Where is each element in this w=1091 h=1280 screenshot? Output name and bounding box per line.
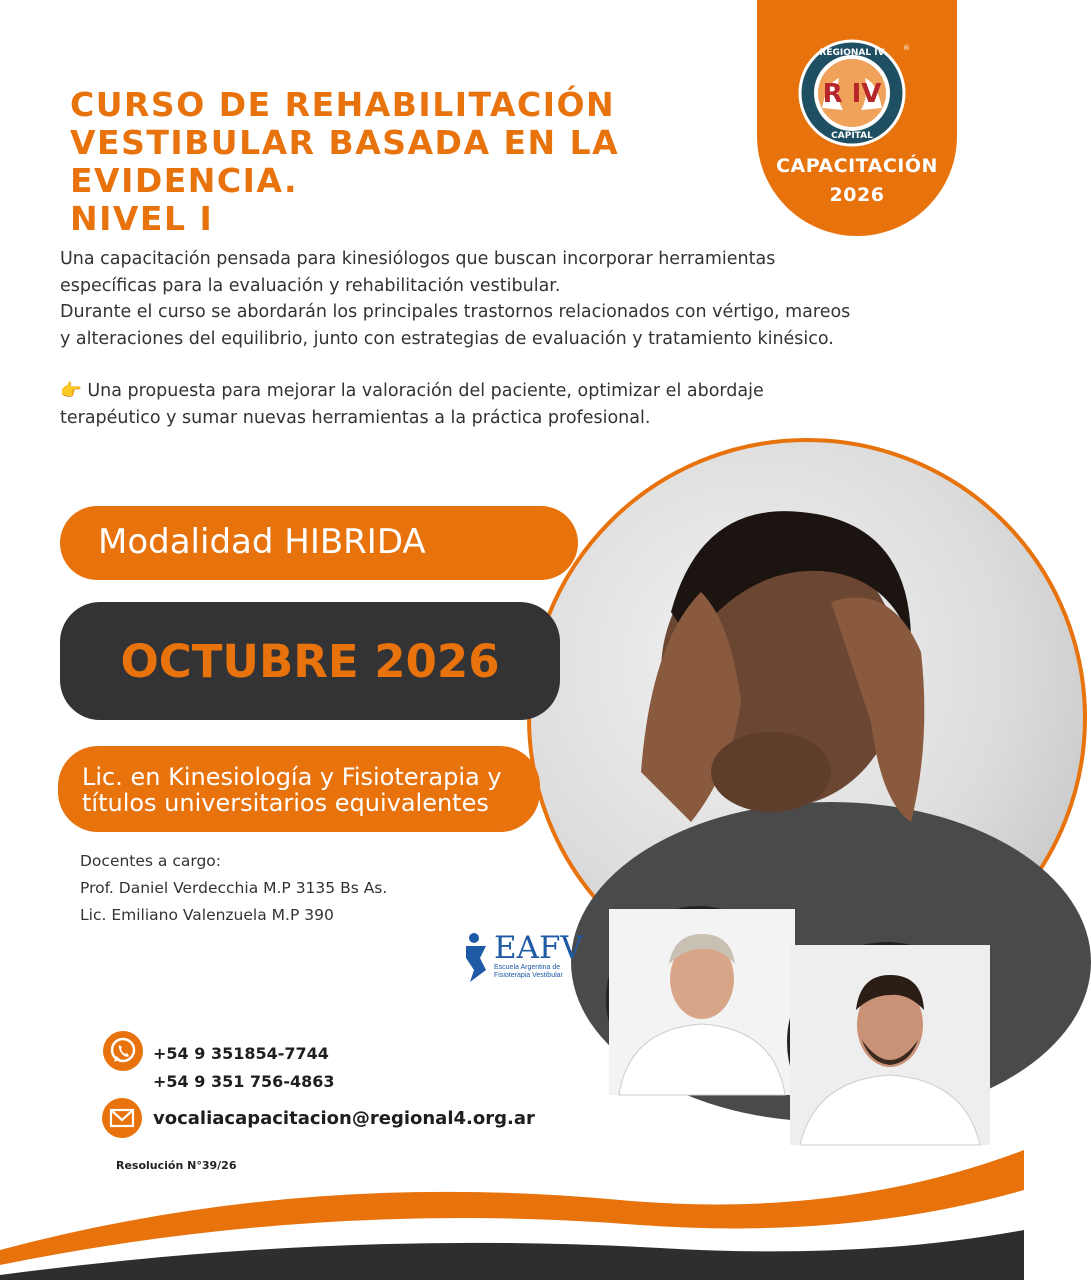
resolution-number: Resolución N°39/26	[116, 1159, 237, 1172]
teachers-list: Docentes a cargo: Prof. Daniel Verdecchia M.P 3135 Bs As. Lic. Emiliano Valenzuela M.P 390	[80, 852, 388, 924]
regional-iv-logo	[797, 38, 910, 148]
teacher-photo-verdecchia	[606, 906, 792, 1092]
phone-1[interactable]: +54 9 351854-7744	[153, 1044, 329, 1063]
eafv-figure-icon	[462, 932, 492, 984]
course-title: CURSO DE REHABILITACIÓN VESTIBULAR BASADA EN LA EVIDENCIA. NIVEL I	[70, 85, 620, 238]
teacher2-illustration	[790, 945, 990, 1145]
whatsapp-icon[interactable]	[103, 1031, 143, 1071]
teacher-photo-valenzuela	[787, 942, 987, 1142]
svg-text:REGIONAL IV: REGIONAL IV	[819, 48, 885, 58]
bottom-waves-decoration	[0, 1130, 1024, 1280]
phone-numbers	[153, 1040, 334, 1096]
capacitacion-badge	[757, 0, 957, 236]
badge-line2: 2026	[829, 184, 885, 206]
svg-text:R IV: R IV	[822, 79, 882, 109]
badge-line1: CAPACITACIÓN	[776, 155, 938, 177]
audience-pill: Lic. en Kinesiología y Fisioterapia y títulos universitarios equivalentes	[58, 746, 540, 832]
eafv-logo: EAFV Escuela Argentina de Fisioterapia Vestibular	[462, 930, 582, 986]
course-description: Una capacitación pensada para kinesiólogos que buscan incorporar herramientas específicas para la evaluación y rehabilitación vestibular. Durante el curso se abordarán los principales trastornos relacionados con vértigo, mareos y alteraciones del equilibrio, junto con estrategias de evaluación y tratamiento kinésico. 👉 Una propuesta para mejorar la valoración del paciente, optimizar el abordaje terapéutico y sumar nuevas herramientas a la práctica profesional.	[60, 249, 851, 428]
modalidad-pill: Modalidad HIBRIDA	[60, 506, 578, 580]
teacher1-illustration	[609, 909, 795, 1095]
date-pill: OCTUBRE 2026	[60, 602, 560, 720]
svg-text:CAPITAL: CAPITAL	[831, 131, 873, 141]
contact-email[interactable]: vocaliacapacitacion@regional4.org.ar	[153, 1108, 535, 1129]
svg-text:®: ®	[903, 44, 910, 52]
phone-2[interactable]: +54 9 351 756-4863	[153, 1072, 335, 1091]
